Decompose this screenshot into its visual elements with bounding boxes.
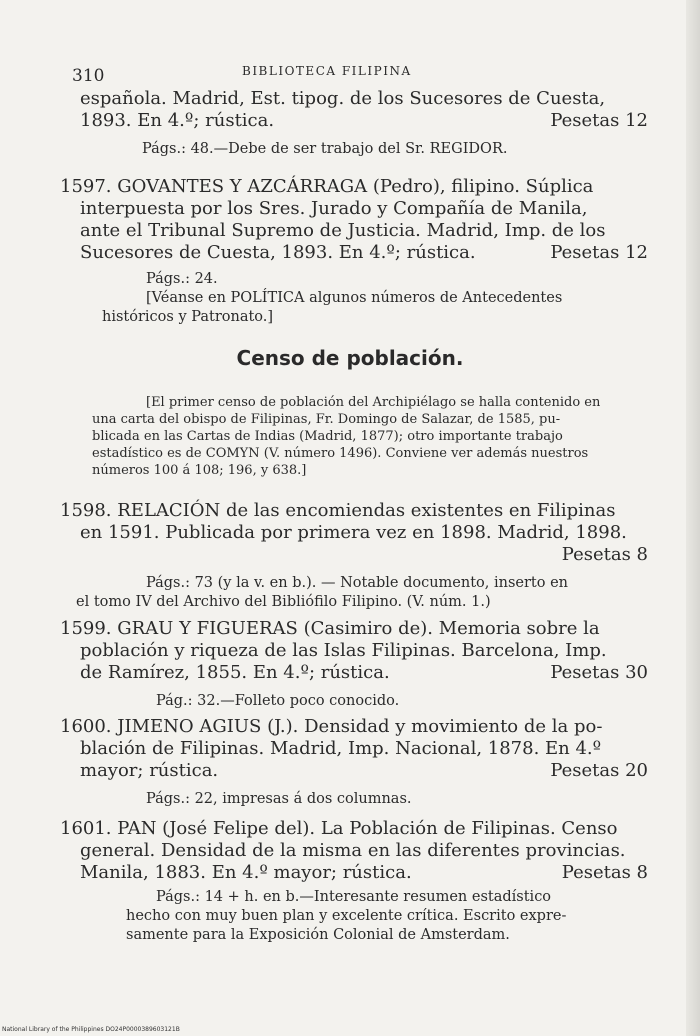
text-line: mayor; rústica. bbox=[80, 760, 219, 781]
note-line: [Véanse en POLÍTICA algunos números de Antecedentes bbox=[146, 290, 563, 306]
intro-line: [El primer censo de población del Archipiélago se halla contenido en bbox=[146, 395, 601, 410]
entry-1600 bbox=[60, 716, 648, 809]
text-line: blación de Filipinas. Madrid, Imp. Nacional, 1878. En 4.º bbox=[80, 738, 602, 759]
entry-heading-line: 1599. GRAU Y FIGUERAS (Casimiro de). Memoria sobre la bbox=[60, 618, 600, 639]
text-line: 1893. En 4.º; rústica. bbox=[80, 110, 275, 131]
text-line: en 1591. Publicada por primera vez en 1898. Madrid, 1898. bbox=[80, 522, 627, 543]
intro-line: estadístico es de COMYN (V. número 1496). Conviene ver además nuestros bbox=[92, 446, 589, 461]
note-line: Págs.: 22, impresas á dos columnas. bbox=[146, 791, 412, 807]
section-intro bbox=[92, 394, 654, 479]
intro-line: números 100 á 108; 196, y 638.] bbox=[92, 463, 307, 478]
running-title: BIBLIOTECA FILIPINA bbox=[242, 64, 412, 78]
text-line: ante el Tribunal Supremo de Justicia. Madrid, Imp. de los bbox=[80, 220, 606, 241]
intro-line: una carta del obispo de Filipinas, Fr. Domingo de Salazar, de 1585, pu- bbox=[92, 412, 561, 427]
text-line: interpuesta por los Sres. Jurado y Compañía de Manila, bbox=[80, 198, 588, 219]
note-line: samente para la Exposición Colonial de Amsterdam. bbox=[126, 927, 510, 943]
entry-heading-line: 1601. PAN (José Felipe del). La Población de Filipinas. Censo bbox=[60, 818, 618, 839]
entry-heading-line: 1600. JIMENO AGIUS (J.). Densidad y movimiento de la po- bbox=[60, 716, 603, 737]
note-line: históricos y Patronato.] bbox=[102, 309, 274, 325]
note-line: Págs.: 48.—Debe de ser trabajo del Sr. REGIDOR. bbox=[142, 141, 508, 157]
note-line: Págs.: 73 (y la v. en b.). — Notable documento, inserto en bbox=[146, 575, 569, 591]
text-line: población y riqueza de las Islas Filipinas. Barcelona, Imp. bbox=[80, 640, 607, 661]
price: Pesetas 30 bbox=[550, 662, 648, 683]
entry-1599 bbox=[60, 618, 648, 711]
price: Pesetas 12 bbox=[550, 110, 648, 131]
price: Pesetas 20 bbox=[550, 760, 648, 781]
note-line: el tomo IV del Archivo del Bibliófilo Filipino. (V. núm. 1.) bbox=[76, 594, 491, 610]
page-number: 310 bbox=[72, 66, 105, 86]
note-line: Pág.: 32.—Folleto poco conocido. bbox=[156, 693, 400, 709]
price: Pesetas 8 bbox=[561, 544, 648, 565]
entry-1598 bbox=[60, 500, 648, 612]
price: Pesetas 8 bbox=[561, 862, 648, 883]
scan-footer: National Library of the Philippines DO24P0000389603121B bbox=[2, 1026, 180, 1033]
entry-1601 bbox=[60, 818, 648, 945]
entry-heading-line: 1598. RELACIÓN de las encomiendas existentes en Filipinas bbox=[60, 500, 616, 521]
continuation-entry bbox=[80, 88, 648, 159]
text-line: Manila, 1883. En 4.º mayor; rústica. bbox=[80, 862, 412, 883]
page-edge-shadow bbox=[686, 0, 700, 1036]
price: Pesetas 12 bbox=[550, 242, 648, 263]
text-line: de Ramírez, 1855. En 4.º; rústica. bbox=[80, 662, 390, 683]
note-line: Págs.: 14 + h. en b.—Interesante resumen estadístico bbox=[156, 889, 552, 905]
text-line: Sucesores de Cuesta, 1893. En 4.º; rústica. bbox=[80, 242, 476, 263]
page-header bbox=[72, 60, 640, 84]
entry-1597 bbox=[60, 176, 648, 327]
entry-heading-line: 1597. GOVANTES Y AZCÁRRAGA (Pedro), filipino. Súplica bbox=[60, 176, 594, 197]
section-heading: Censo de población. bbox=[236, 346, 464, 370]
text-line: española. Madrid, Est. tipog. de los Sucesores de Cuesta, bbox=[80, 88, 606, 109]
intro-line: blicada en las Cartas de Indias (Madrid, 1877); otro importante trabajo bbox=[92, 429, 563, 444]
note-line: hecho con muy buen plan y excelente crítica. Escrito expre- bbox=[126, 908, 567, 924]
text-line: general. Densidad de la misma en las diferentes provincias. bbox=[80, 840, 626, 861]
note-line: Págs.: 24. bbox=[146, 271, 218, 287]
